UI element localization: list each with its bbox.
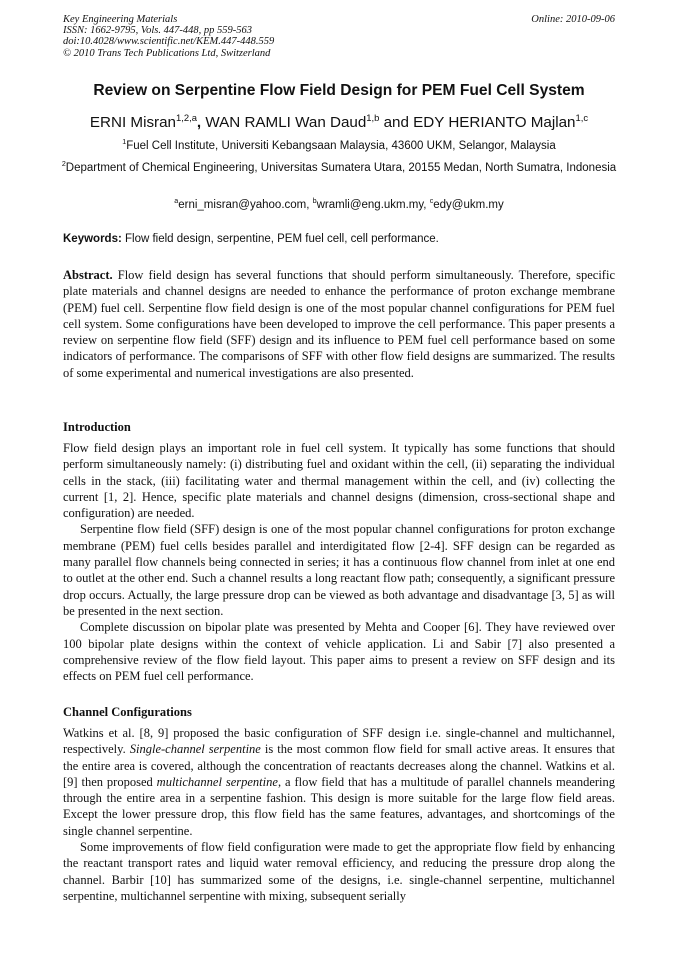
online-date: Online: 2010-09-06 [531,14,615,25]
author-affiliation-marker: 1,2,a [176,111,197,123]
issn-line: ISSN: 1662-9795, Vols. 447-448, pp 559-563 [63,25,252,37]
abstract-label: Abstract. [63,268,113,282]
author-name: EDY HERIANTO Majlan [413,114,576,131]
paragraph: Serpentine flow field (SFF) design is one of the most popular channel configurations for proton exchange membrane (PEM) fuel cells besides parallel and interdigitated flow [2-4]. SFF design can be regarded as many parallel flow channels being connected in series; it has a continuous flow channel from inlet at one end to outlet at the other end. Such a channel results a long reactant flow path; consequently, a significant pressure drop occurs. Actually, the large pressure drop can be viewed as both advantage and disadvantage [3, 5] as will be presented in the next section. [63,522,615,618]
author-affiliation-marker: 1,b [366,111,380,123]
text-run: Watkins et al. [8, 9] proposed the basic configuration of SFF design i.e. single-channel and multichannel, respectively. [63,726,615,757]
email-address: wramli@eng.ukm.my, [316,199,430,211]
author-list [40,111,638,131]
journal-header [63,14,615,59]
abstract [63,267,615,381]
paragraph: Some improvements of flow field configuration were made to get the appropriate flow field by enhancing the reactant transport rates and liquid water removal efficiency, and reducing the pressure drop along the channel. Barbir [10] has summarized some of the designs, i.e. single-channel serpentine, multichannel serpentine, multichannel serpentine with mixing, subsequent serially [63,840,615,903]
paragraph [63,725,615,839]
author-name: ERNI Misran [89,114,176,131]
paper-title: Review on Serpentine Flow Field Design for PEM Fuel Cell System [93,82,585,99]
introduction-body [63,440,615,684]
affiliation-1 [58,138,620,154]
email-marker: a [174,197,179,206]
author-separator: and [379,114,414,131]
journal-name: Key Engineering Materials [63,14,178,25]
affiliation-text: Fuel Cell Institute, Universiti Kebangsaan Malaysia, 43600 UKM, Selangor, Malaysia [126,140,556,152]
channel-configurations-body [63,725,615,904]
author-affiliation-marker: 1,c [575,111,589,123]
emphasis: multichannel serpentine [156,774,278,789]
author-separator: , [196,114,206,131]
keywords-text: Flow field design, serpentine, PEM fuel cell, cell performance. [121,233,439,245]
introduction-heading: Introduction [63,420,131,434]
email-address: edy@ukm.my [433,199,504,211]
keywords-label: Keywords: [63,233,122,245]
affiliation-2 [58,160,620,176]
text-run: , a flow field that has a multitude of parallel channels meandering through the entire area in a serpentine fashion. This design is more suitable for the large flow field areas. Except the lower pressure drop, this flow field has the same features, advantages, and shortcomings of the single channel serpentine. [63,774,616,838]
copyright-line: © 2010 Trans Tech Publications Ltd, Switzerland [63,47,271,59]
keywords [63,233,615,245]
affiliation-text: Department of Chemical Engineering, Universitas Sumatera Utara, 20155 Medan, North Sumatra, Indonesia [65,162,617,174]
email-line [58,197,620,213]
email-marker: b [312,197,317,206]
email-address: erni_misran@yahoo.com, [178,199,313,211]
author-name: WAN RAMLI Wan Daud [205,114,367,131]
email-marker: c [429,197,434,206]
paragraph: Flow field design plays an important role in fuel cell system. It typically has some functions that should perform simultaneously namely: (i) distributing fuel and oxidant within the cell, (ii) separating the individual cells in the stack, (iii) facilitating water and thermal management within the cell, and (iv) collecting the current [1, 2]. Hence, specific plate materials and channel designs (dimension, cross-sectional shape and configuration) are needed. [63,441,615,521]
paragraph: Complete discussion on bipolar plate was presented by Mehta and Cooper [6]. They have reviewed over 100 bipolar plate designs within the context of vehicle application. Li and Sabir [7] also presented a comprehensive review of the flow field layout. This paper aims to present a review on SFF design and its effects on PEM fuel cell performance. [63,620,615,684]
affiliation-marker: 1 [122,138,127,147]
text-run: is the most common flow field for small active areas. It ensures that the entire area is covered, although the concentration of reactants decreases along the channel. Watkins et al. [9] then proposed [63,742,616,789]
abstract-text: Flow field design has several functions that should perform simultaneously. Therefore, specific plate materials and channel designs are needed to enhance the performance of proton exchange membrane (PEM) fuel cell. Serpentine flow field design is one of the most popular channel configurations for PEM fuel cell system. Some configurations have been developed to improve the cell performance. This paper presents a review on serpentine flow field (SFF) design and its influence to PEM fuel cell performance based on some indicators of performance. The comparisons of SFF with other flow field designs are summarized. The results of some experimental and numerical investigations are also presented. [63,268,615,380]
affiliation-marker: 2 [61,160,66,169]
channel-configurations-heading: Channel Configurations [63,705,192,719]
emphasis: Single-channel serpentine [129,742,261,757]
doi-line: doi:10.4028/www.scientific.net/KEM.447-448.559 [63,36,275,48]
